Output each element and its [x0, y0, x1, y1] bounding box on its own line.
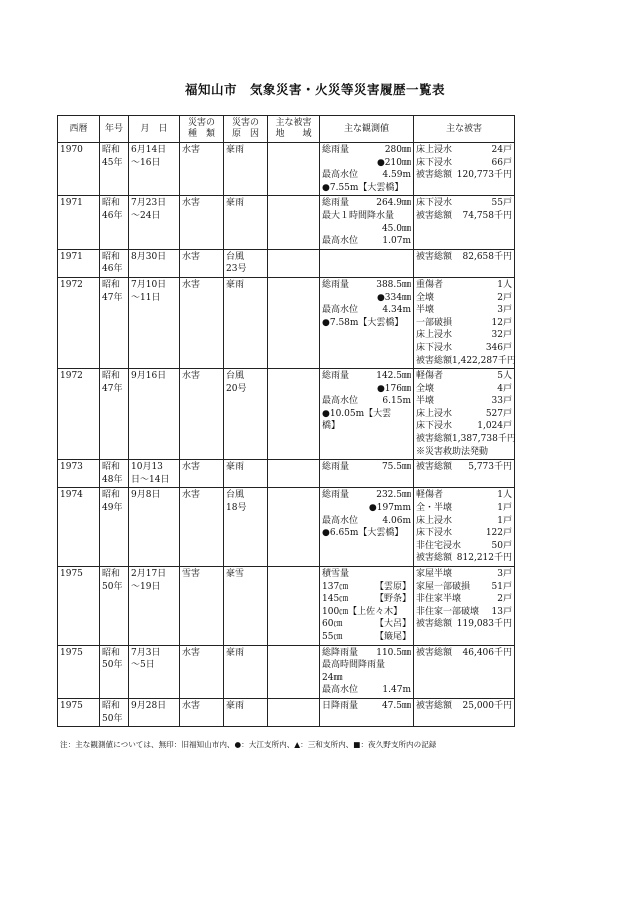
- cell-damage-line: [416, 568, 512, 581]
- cell-cause: 豪雨: [224, 698, 268, 726]
- line-label: 重傷者: [416, 279, 444, 290]
- cell-observations-line: [322, 631, 411, 644]
- cell-area: [268, 277, 320, 368]
- cell-damage-line: [416, 647, 512, 660]
- cell-observations-line: [322, 292, 411, 305]
- cell-era: 昭和 50年: [100, 567, 129, 646]
- cell-area: [268, 460, 320, 488]
- cell-observations: [320, 460, 414, 488]
- cell-cause: 豪雨: [224, 143, 268, 196]
- cell-damage: [414, 143, 515, 196]
- cell-observations-line: [322, 606, 411, 619]
- line-label: 被害総額: [416, 647, 453, 658]
- line-label: 軽傷者: [416, 371, 444, 382]
- cell-observations: [320, 369, 414, 460]
- cell-area: [268, 488, 320, 567]
- cell-type: 雪害: [180, 567, 224, 646]
- line-label: 全壊: [416, 292, 435, 303]
- cell-era: 昭和 45年: [100, 143, 129, 196]
- cell-damage: [414, 488, 515, 567]
- cell-damage-line: [416, 395, 512, 408]
- line-value: ●176㎜: [376, 383, 411, 394]
- line-label: 非住家半壊: [416, 594, 462, 605]
- cell-observations-line: [322, 235, 411, 248]
- line-label: 家屋一部破損: [416, 581, 471, 592]
- cell-damage-line: [416, 144, 512, 157]
- line-label: 床上浸水: [416, 330, 453, 341]
- line-label: 非住家一部破壊: [416, 606, 480, 617]
- cell-observations-line: [322, 383, 411, 396]
- cell-date: 10月13 日～14日: [129, 460, 180, 488]
- line-label: 橋】: [322, 421, 341, 432]
- cell-damage-line: [416, 446, 512, 459]
- line-label: 最高水位: [322, 396, 359, 407]
- line-label: 最高水位: [322, 305, 359, 316]
- table-row: [58, 249, 515, 277]
- line-value: 346戸: [485, 342, 512, 353]
- page-title: 福知山市 気象災害・火災等災害履歴一覧表: [184, 82, 445, 97]
- cell-damage-line: [416, 540, 512, 553]
- cell-damage-line: [416, 502, 512, 515]
- cell-observations-line: [322, 210, 411, 223]
- disaster-history-table: [57, 115, 515, 727]
- cell-damage-line: [416, 527, 512, 540]
- cell-area: [268, 249, 320, 277]
- cell-observations: [320, 143, 414, 196]
- cell-observations-line: [322, 647, 411, 660]
- line-label: 55㎝: [322, 631, 343, 642]
- cell-era: 昭和 48年: [100, 460, 129, 488]
- cell-type: 水害: [180, 488, 224, 567]
- cell-date: 2月17日 ～19日: [129, 567, 180, 646]
- cell-damage-line: [416, 197, 512, 210]
- line-value: 2戸: [497, 292, 512, 303]
- cell-year: 1971: [58, 196, 100, 249]
- line-label: 最高時間降雨量: [322, 660, 386, 671]
- cell-observations-line: [322, 502, 411, 515]
- table-row: [58, 369, 515, 460]
- line-label: 被害総額: [416, 619, 453, 630]
- line-value: 1,422,287千円: [452, 355, 516, 366]
- line-label: 総雨量: [322, 371, 350, 382]
- table-row: [58, 143, 515, 196]
- table-row: [58, 567, 515, 646]
- table-row: [58, 460, 515, 488]
- cell-type: 水害: [180, 645, 224, 698]
- cell-observations-line: [322, 395, 411, 408]
- cell-observations-line: [322, 420, 411, 433]
- cell-date: 9月8日: [129, 488, 180, 567]
- cell-type: 水害: [180, 277, 224, 368]
- line-label: 最大１時間降水量: [322, 210, 395, 221]
- line-label: 半壊: [416, 396, 435, 407]
- line-label: 床上浸水: [416, 408, 453, 419]
- line-value: 264.9㎜: [376, 198, 411, 209]
- cell-cause: 豪雨: [224, 196, 268, 249]
- line-value: 46,406千円: [462, 647, 512, 658]
- cell-damage-line: [416, 383, 512, 396]
- cell-observations-line: [322, 527, 411, 540]
- cell-observations: [320, 249, 414, 277]
- cell-damage: [414, 369, 515, 460]
- cell-year: 1974: [58, 488, 100, 567]
- line-value: 4.59m: [382, 170, 411, 181]
- cell-area: [268, 698, 320, 726]
- line-label: 全壊: [416, 383, 435, 394]
- table-row: [58, 196, 515, 249]
- cell-observations-line: [322, 279, 411, 292]
- cell-year: 1975: [58, 698, 100, 726]
- line-value: 3戸: [497, 569, 512, 579]
- line-value: 1人: [497, 279, 512, 290]
- line-value: 527戸: [485, 408, 512, 419]
- cell-observations: [320, 277, 414, 368]
- cell-date: 9月28日: [129, 698, 180, 726]
- cell-observations-line: [322, 568, 411, 581]
- line-value: 6.15m: [382, 396, 411, 407]
- cell-observations-line: [322, 317, 411, 330]
- line-value: 33戸: [491, 396, 512, 407]
- cell-damage-line: [416, 210, 512, 223]
- cell-date: 9月16日: [129, 369, 180, 460]
- table-body: [58, 143, 515, 727]
- line-label: 145㎝: [322, 594, 349, 605]
- line-value: 3戸: [497, 305, 512, 316]
- table-row: [58, 277, 515, 368]
- cell-observations-line: [322, 581, 411, 594]
- line-value: 82,658千円: [462, 251, 512, 262]
- line-value: 75.5㎜: [381, 462, 411, 473]
- line-value: 24戸: [491, 145, 512, 155]
- line-label: 総雨量: [322, 490, 350, 501]
- cell-damage: [414, 698, 515, 726]
- cell-damage-line: [416, 552, 512, 565]
- line-value: 1.47m: [382, 685, 411, 696]
- line-label: 被害総額: [416, 251, 453, 262]
- cell-era: 昭和 50年: [100, 698, 129, 726]
- line-value: 5,773千円: [468, 462, 512, 473]
- cell-date: 6月14日 ～16日: [129, 143, 180, 196]
- cell-damage-line: [416, 515, 512, 528]
- line-label: 床下浸水: [416, 157, 453, 168]
- line-label: 非住宅浸水: [416, 540, 462, 551]
- footnote: 注：主な観測値については、無印：旧福知山市内、●：大江支所内、▲：三和支所内、■：夜久野支所内の記録: [60, 740, 437, 749]
- header-cause: 災害の 原 因: [224, 116, 268, 143]
- line-value: 4.06m: [382, 515, 411, 526]
- cell-damage-line: [416, 304, 512, 317]
- cell-type: 水害: [180, 369, 224, 460]
- cell-observations-line: [322, 461, 411, 474]
- line-label: 被害総額: [416, 355, 453, 366]
- header-observations: 主な観測値: [320, 116, 414, 143]
- line-label: 100㎝【上佐々木】: [322, 606, 403, 617]
- line-value: 388.5㎜: [376, 279, 411, 290]
- cell-damage: [414, 460, 515, 488]
- cell-damage-line: [416, 593, 512, 606]
- line-label: 床下浸水: [416, 342, 453, 353]
- cell-damage-line: [416, 581, 512, 594]
- cell-damage-line: [416, 292, 512, 305]
- cell-cause: 台風 18号: [224, 488, 268, 567]
- cell-damage-line: [416, 606, 512, 619]
- line-label: 総雨量: [322, 279, 350, 290]
- line-label: ●7.58m【大雲橋】: [322, 317, 404, 328]
- line-value: 122戸: [485, 528, 512, 539]
- line-label: 半壊: [416, 305, 435, 316]
- cell-observations-line: [322, 408, 411, 421]
- line-label: 被害総額: [416, 210, 453, 221]
- cell-type: 水害: [180, 143, 224, 196]
- cell-area: [268, 645, 320, 698]
- cell-type: 水害: [180, 460, 224, 488]
- cell-era: 昭和 47年: [100, 369, 129, 460]
- cell-observations-line: [322, 659, 411, 672]
- cell-damage-line: [416, 157, 512, 170]
- cell-observations: [320, 698, 414, 726]
- cell-observations-line: [322, 197, 411, 210]
- cell-year: 1973: [58, 460, 100, 488]
- line-value: 1.07m: [382, 236, 411, 247]
- cell-area: [268, 196, 320, 249]
- cell-era: 昭和 49年: [100, 488, 129, 567]
- line-value: 120,773千円: [456, 170, 512, 181]
- cell-year: 1971: [58, 249, 100, 277]
- cell-observations-line: [322, 157, 411, 170]
- cell-damage-line: [416, 342, 512, 355]
- cell-observations: [320, 567, 414, 646]
- line-label: 被害総額: [416, 170, 453, 181]
- line-label: 一部破損: [416, 317, 453, 328]
- line-label: 床下浸水: [416, 198, 453, 209]
- line-label: 137㎝: [322, 581, 349, 592]
- cell-observations-line: [322, 618, 411, 631]
- line-label: 最高水位: [322, 685, 359, 696]
- cell-year: 1970: [58, 143, 100, 196]
- line-label: ●7.55m【大雲橋】: [322, 182, 404, 193]
- line-label: ●10.05m【大雲: [322, 408, 392, 419]
- cell-damage-line: [416, 700, 512, 713]
- cell-era: 昭和 46年: [100, 249, 129, 277]
- line-value: 110.5㎜: [376, 647, 411, 658]
- line-label: 積雪量: [322, 569, 350, 579]
- line-value: 47.5㎜: [381, 700, 411, 711]
- cell-area: [268, 567, 320, 646]
- cell-damage-line: [416, 461, 512, 474]
- line-value: 【簸尾】: [374, 631, 411, 642]
- cell-type: 水害: [180, 196, 224, 249]
- cell-observations-line: [322, 182, 411, 195]
- line-value: ●197mm: [368, 503, 411, 514]
- cell-cause: 台風 20号: [224, 369, 268, 460]
- cell-date: 7月10日 ～11日: [129, 277, 180, 368]
- header-era: 年号: [100, 116, 129, 143]
- cell-observations-line: [322, 223, 411, 236]
- cell-damage: [414, 249, 515, 277]
- cell-type: 水害: [180, 249, 224, 277]
- cell-observations-line: [322, 700, 411, 713]
- line-value: 32戸: [491, 330, 512, 341]
- header-area: 主な被害 地 域: [268, 116, 320, 143]
- cell-damage-line: [416, 433, 516, 446]
- cell-damage-line: [416, 279, 512, 292]
- line-value: ●334㎜: [376, 292, 411, 303]
- cell-damage: [414, 196, 515, 249]
- line-label: 家屋半壊: [416, 569, 453, 579]
- cell-damage-line: [416, 489, 512, 502]
- line-label: 床上浸水: [416, 145, 453, 155]
- line-value: 【雲原】: [374, 581, 411, 592]
- line-value: 4.34m: [382, 305, 411, 316]
- cell-damage-line: [416, 251, 512, 264]
- line-value: 25,000千円: [462, 700, 512, 711]
- cell-era: 昭和 50年: [100, 645, 129, 698]
- cell-cause: 豪雪: [224, 567, 268, 646]
- cell-cause: 豪雨: [224, 645, 268, 698]
- cell-date: 8月30日: [129, 249, 180, 277]
- cell-damage-line: [416, 408, 512, 421]
- cell-observations-line: [322, 144, 411, 157]
- line-value: 1戸: [497, 503, 512, 514]
- cell-damage: [414, 645, 515, 698]
- cell-damage: [414, 567, 515, 646]
- line-label: 軽傷者: [416, 490, 444, 501]
- line-label: 床下浸水: [416, 421, 453, 432]
- cell-damage-line: [416, 618, 512, 631]
- line-value: 5人: [497, 371, 512, 382]
- line-label: 被害総額: [416, 434, 453, 445]
- line-label: 最高水位: [322, 170, 359, 181]
- cell-observations-line: [322, 304, 411, 317]
- line-value: 51戸: [491, 581, 512, 592]
- line-label: 全・半壊: [416, 503, 453, 514]
- line-value: 1人: [497, 490, 512, 501]
- cell-year: 1975: [58, 645, 100, 698]
- cell-observations-line: [322, 370, 411, 383]
- line-value: 2戸: [497, 594, 512, 605]
- line-value: 50戸: [491, 540, 512, 551]
- cell-year: 1972: [58, 369, 100, 460]
- line-value: 【大呂】: [374, 619, 411, 630]
- line-value: 13戸: [491, 606, 512, 617]
- line-value: 280㎜: [384, 145, 411, 155]
- cell-year: 1972: [58, 277, 100, 368]
- line-value: ●210㎜: [376, 157, 411, 168]
- cell-observations-line: [322, 672, 411, 685]
- cell-observations: [320, 488, 414, 567]
- cell-damage: [414, 277, 515, 368]
- line-value: 【野条】: [374, 594, 411, 605]
- line-label: 総雨量: [322, 145, 350, 155]
- line-label: 日降雨量: [322, 700, 359, 711]
- header-damage: 主な被害: [414, 116, 515, 143]
- cell-damage-line: [416, 370, 512, 383]
- line-label: 60㎝: [322, 619, 343, 630]
- line-label: 被害総額: [416, 462, 453, 473]
- line-value: 1,024戸: [477, 421, 512, 432]
- cell-date: 7月3日 ～5日: [129, 645, 180, 698]
- line-value: 74,758千円: [462, 210, 512, 221]
- cell-observations-line: [322, 489, 411, 502]
- cell-era: 昭和 46年: [100, 196, 129, 249]
- line-label: 総降雨量: [322, 647, 359, 658]
- header-row: [58, 116, 515, 143]
- cell-observations-line: [322, 684, 411, 697]
- table-row: [58, 698, 515, 726]
- cell-cause: 豪雨: [224, 460, 268, 488]
- line-value: 1戸: [497, 515, 512, 526]
- line-label: 総雨量: [322, 198, 350, 209]
- line-label: ●6.65m【大雲橋】: [322, 528, 404, 539]
- line-value: 12戸: [491, 317, 512, 328]
- header-date: 月 日: [129, 116, 180, 143]
- line-label: 被害総額: [416, 553, 453, 564]
- cell-type: 水害: [180, 698, 224, 726]
- cell-date: 7月23日 ～24日: [129, 196, 180, 249]
- cell-damage-line: [416, 355, 516, 368]
- cell-observations: [320, 196, 414, 249]
- cell-damage-line: [416, 317, 512, 330]
- line-value: 232.5㎜: [376, 490, 411, 501]
- line-value: 55戸: [491, 198, 512, 209]
- line-label: 最高水位: [322, 236, 359, 247]
- line-value: 1,387,738千円: [452, 434, 516, 445]
- cell-cause: 豪雨: [224, 277, 268, 368]
- cell-observations: [320, 645, 414, 698]
- line-label: 床下浸水: [416, 528, 453, 539]
- header-type: 災害の 種 類: [180, 116, 224, 143]
- line-label: 被害総額: [416, 700, 453, 711]
- header-year: 西暦: [58, 116, 100, 143]
- line-label: 24㎜: [322, 672, 343, 683]
- line-value: 4戸: [497, 383, 512, 394]
- cell-cause: 台風 23号: [224, 249, 268, 277]
- line-label: 最高水位: [322, 515, 359, 526]
- line-value: 45.0㎜: [381, 223, 411, 234]
- table-row: [58, 645, 515, 698]
- cell-damage-line: [416, 329, 512, 342]
- cell-era: 昭和 47年: [100, 277, 129, 368]
- cell-area: [268, 143, 320, 196]
- cell-area: [268, 369, 320, 460]
- cell-observations-line: [322, 593, 411, 606]
- table-row: [58, 488, 515, 567]
- cell-year: 1975: [58, 567, 100, 646]
- line-label: 総雨量: [322, 462, 350, 473]
- line-value: 66戸: [491, 157, 512, 168]
- cell-damage-line: [416, 420, 512, 433]
- line-value: 119,083千円: [456, 619, 512, 630]
- line-value: 812,212千円: [456, 553, 512, 564]
- line-value: 142.5㎜: [376, 371, 411, 382]
- cell-observations-line: [322, 515, 411, 528]
- line-label: 床上浸水: [416, 515, 453, 526]
- cell-observations-line: [322, 169, 411, 182]
- cell-damage-line: [416, 169, 512, 182]
- line-label: ※災害救助法発動: [416, 446, 489, 457]
